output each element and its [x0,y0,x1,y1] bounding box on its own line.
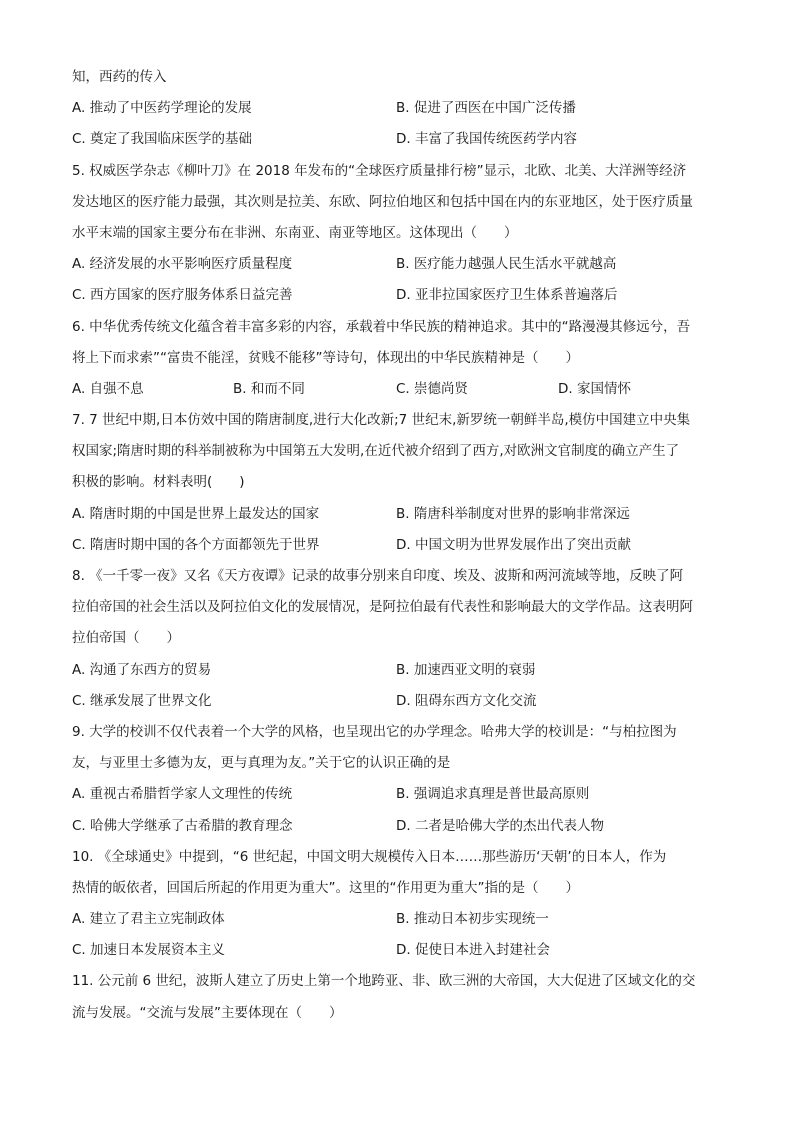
q7-options-row-2 [72,530,722,561]
q8-stem-line-1: 8. 《一千零一夜》又名《天方夜谭》记录的故事分别来自印度、埃及、波斯和两河流域等地，反映了阿 [72,568,684,584]
q7-option-c[interactable]: C. 隋唐时期中国的各个方面都领先于世界 [72,536,320,553]
q10-stem-line-2: 热情的皈依者，回国后所起的作用更为重大”。这里的“作用更为重大”指的是（ ） [72,879,579,896]
q9-option-b[interactable]: B. 强调追求真理是普世最高原则 [396,786,590,803]
q9-stem-line-2: 友，与亚里士多德为友，更与真理为友。”关于它的认识正确的是 [72,755,451,772]
q4-option-b[interactable]: B. 促进了西医在中国广泛传播 [396,100,576,117]
q10-options-row-1 [72,904,722,935]
q6-stem-line-2: 将上下而求索”“富贵不能淫，贫贱不能移”等诗句，体现出的中华民族精神是（ ） [72,349,579,366]
q4-option-a[interactable]: A. 推动了中医药学理论的发展 [72,100,252,117]
q4-options-row-1 [72,93,722,124]
q10-stem-line-1: 10. 《全球通史》中提到，“6 世纪起，中国文明大规模传入日本……那些游历‘天朝’的日本人，作为 [72,848,667,865]
q7-option-d[interactable]: D. 中国文明为世界发展作出了突出贡献 [396,536,631,553]
q8-option-b[interactable]: B. 加速西亚文明的衰弱 [396,661,536,678]
q9-options-row-2 [72,811,722,842]
q6-option-c[interactable]: C. 崇德尚贤 [396,380,469,397]
q11-stem-line-2: 流与发展。“交流与发展”主要体现在（ ） [72,1004,343,1021]
q7-option-a[interactable]: A. 隋唐时期的中国是世界上最发达的国家 [72,505,320,522]
q5-options-row-1 [72,249,722,280]
q8-stem-line-3: 拉伯帝国（ ） [72,630,180,647]
q11-stem-line-1: 11. 公元前 6 世纪，波斯人建立了历史上第一个地跨亚、非、欧三洲的大帝国，大大促进了区域文化的交 [72,973,696,990]
q5-stem-line-3: 水平末端的国家主要分布在非洲、东南亚、南亚等地区。这体现出（ ） [72,224,518,241]
q9-option-c[interactable]: C. 哈佛大学继承了古希腊的教育理念 [72,817,293,834]
q8-options-row-2 [72,686,722,717]
q4-option-d[interactable]: D. 丰富了我国传统医药学内容 [396,131,577,148]
q5-option-d[interactable]: D. 亚非拉国家医疗卫生体系普遍落后 [396,287,618,304]
q5-option-c[interactable]: C. 西方国家的医疗服务体系日益完善 [72,287,293,304]
q5-option-a[interactable]: A. 经济发展的水平影响医疗质量程度 [72,256,293,273]
exam-page [72,62,722,1029]
q5-stem-line-1: 5. 权威医学杂志《柳叶刀》在 2018 年发布的“全球医疗质量排行榜”显示，北欧、北美、大洋洲等经济 [72,162,687,179]
q6-option-a[interactable]: A. 自强不息 [72,380,144,397]
q6-stem-line-1: 6. 中华优秀传统文化蕴含着丰富多彩的内容，承载着中华民族的精神追求。其中的“路漫漫其修远兮，吾 [72,318,691,335]
q4-options-row-2 [72,124,722,155]
q10-option-a[interactable]: A. 建立了君主立宪制政体 [72,911,225,928]
q5-option-b[interactable]: B. 医疗能力越强人民生活水平就越高 [396,256,617,273]
q5-stem-line-2: 发达地区的医疗能力最强，其次则是拉美、东欧、阿拉伯地区和包括中国在内的东亚地区，处于医疗质量 [72,193,693,210]
q5-options-row-2 [72,280,722,311]
q10-options-row-2 [72,935,722,966]
q8-option-a[interactable]: A. 沟通了东西方的贸易 [72,661,212,678]
q9-option-d[interactable]: D. 二者是哈佛大学的杰出代表人物 [396,817,604,834]
q9-stem-line-1: 9. 大学的校训不仅代表着一个大学的风格，也呈现出它的办学理念。哈弗大学的校训是：“与柏拉图为 [72,723,677,740]
q6-option-d[interactable]: D. 家国情怀 [558,380,631,397]
q7-option-b[interactable]: B. 隋唐科举制度对世界的影响非常深远 [396,505,630,522]
q7-stem-line-2: 权国家;隋唐时期的科举制被称为中国第五大发明,在近代被介绍到了西方,对欧洲文官制度的确立产生了 [72,443,680,460]
q7-options-row-1 [72,499,722,530]
q10-option-b[interactable]: B. 推动日本初步实现统一 [396,911,549,928]
q6-option-b[interactable]: B. 和而不同 [233,380,305,397]
q8-option-c[interactable]: C. 继承发展了世界文化 [72,692,212,709]
q10-option-d[interactable]: D. 促使日本进入封建社会 [396,942,550,959]
q4-option-c[interactable]: C. 奠定了我国临床医学的基础 [72,131,253,148]
q7-stem-line-1: 7. 7 世纪中期,日本仿效中国的隋唐制度,进行大化改新;7 世纪末,新罗统一朝鲜半岛,模仿中国建立中央集 [72,412,691,429]
q10-option-c[interactable]: C. 加速日本发展资本主义 [72,942,226,959]
q8-option-d[interactable]: D. 阻碍东西方文化交流 [396,692,537,709]
q4-stem-tail: 知，西药的传入 [72,69,167,85]
q9-options-row-1 [72,779,722,810]
q8-options-row-1 [72,655,722,686]
q8-stem-line-2: 拉伯帝国的社会生活以及阿拉伯文化的发展情况，是阿拉伯最有代表性和影响最大的文学作品。这表明阿 [72,599,693,616]
q9-option-a[interactable]: A. 重视古希腊哲学家人文理性的传统 [72,786,293,803]
q6-options-row [72,374,722,405]
q7-stem-line-3: 积极的影响。材料表明( ) [72,474,245,491]
